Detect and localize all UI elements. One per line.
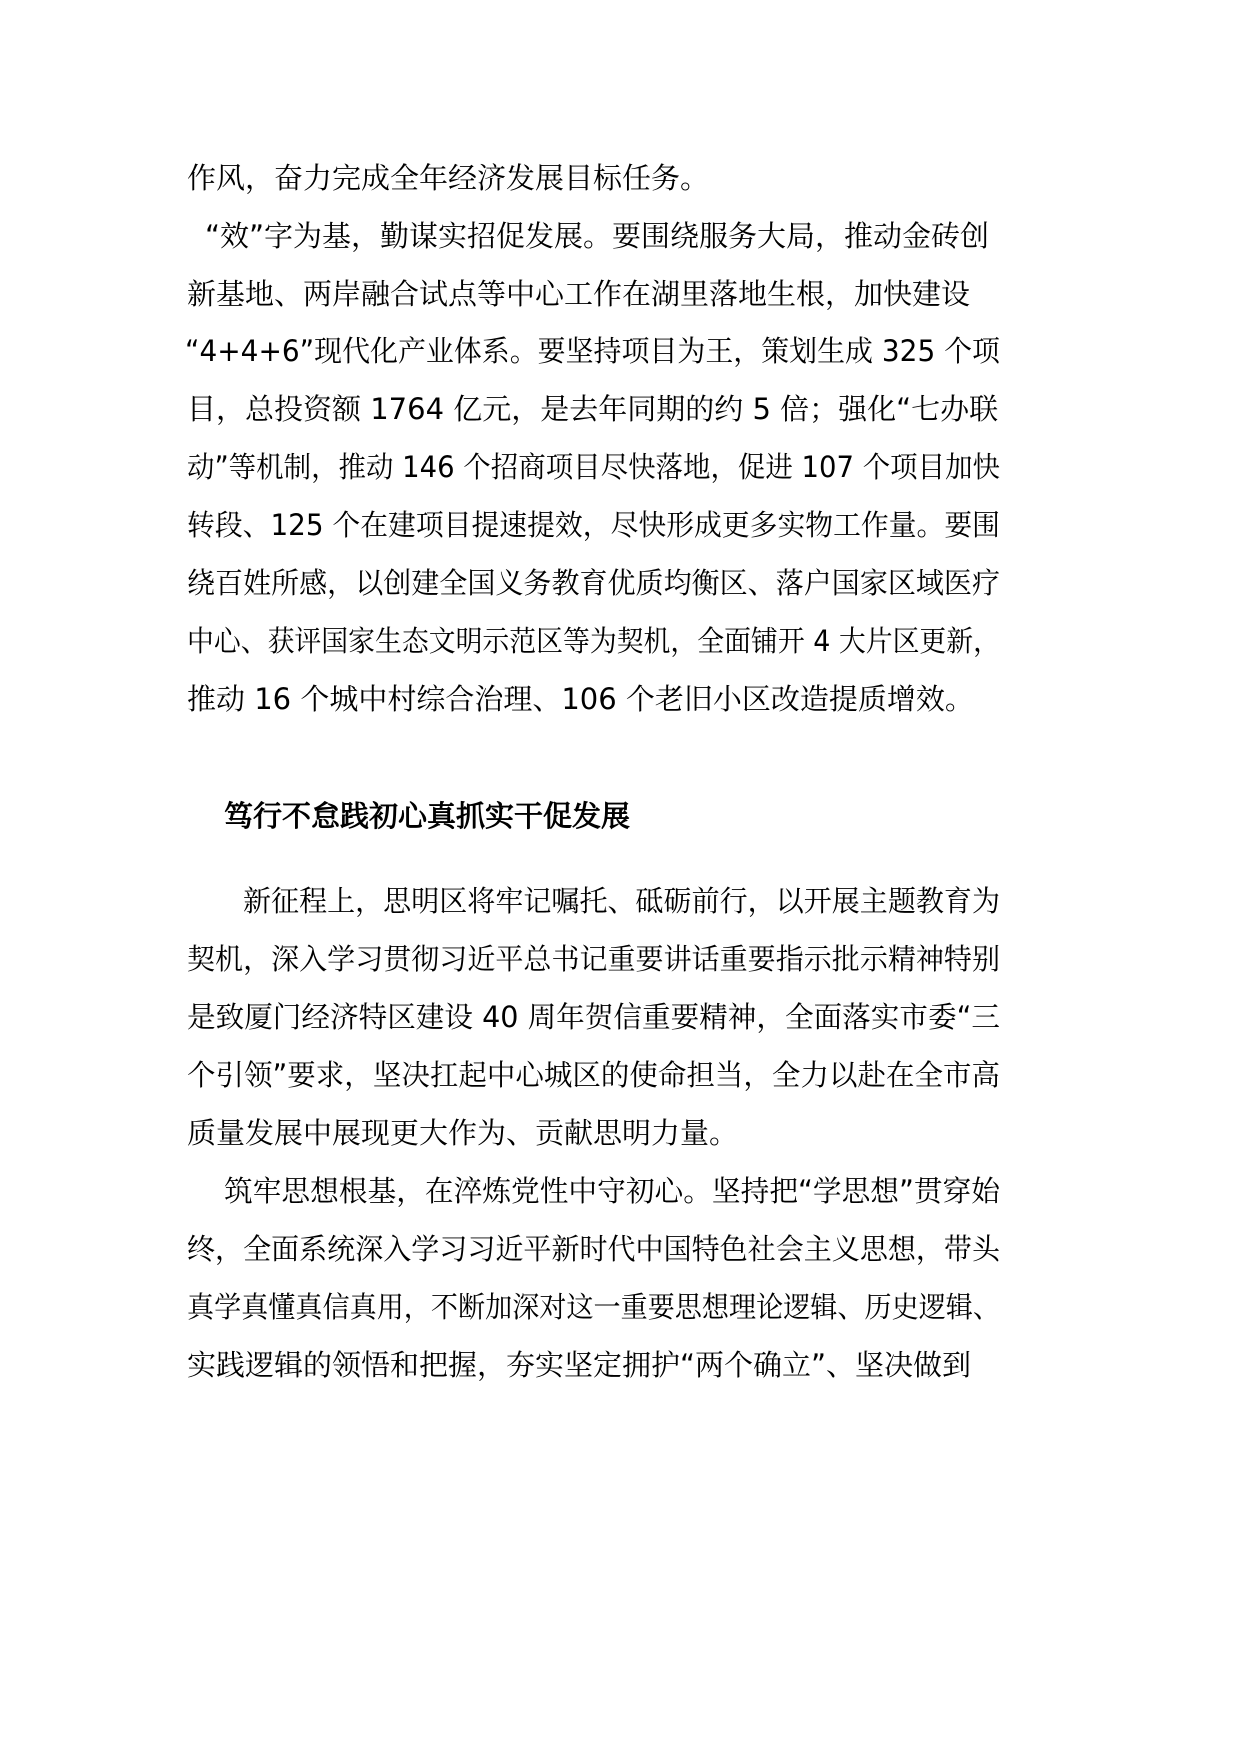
paragraph-2-line-2: 新基地、两岸融合试点等中心工作在湖里落地生根，加快建设 [187,277,971,311]
paragraph-2-line-8: 中心、获评国家生态文明示范区等为契机，全面铺开 4 大片区更新， [187,624,1000,658]
paragraph-2-line-1: “效”字为基，勤谋实招促发展。要围绕服务大局，推动金砖创 [205,219,990,253]
paragraph-4-line-2: 终，全面系统深入学习习近平新时代中国特色社会主义思想，带头 [187,1232,1000,1266]
paragraph-3-line-3: 是致厦门经济特区建设 40 周年贺信重要精神，全面落实市委“三 [187,1000,1000,1034]
paragraph-2-line-5: 动”等机制，推动 146 个招商项目尽快落地，促进 107 个项目加快 [187,450,1000,484]
section-heading: 笃行不怠践初心真抓实干促发展 [224,799,631,833]
paragraph-2-line-7: 绕百姓所感，以创建全国义务教育优质均衡区、落户国家区域医疗 [187,566,1000,600]
paragraph-4-line-4: 实践逻辑的领悟和把握，夯实坚定拥护“两个确立”、坚决做到 [187,1348,972,1382]
paragraph-3-line-1: 新征程上，思明区将牢记嘱托、砥砺前行，以开展主题教育为 [243,884,1000,918]
paragraph-4-line-1: 筑牢思想根基，在淬炼党性中守初心。坚持把“学思想”贯穿始 [224,1174,1000,1208]
paragraph-1-line-1: 作风，奋力完成全年经济发展目标任务。 [187,161,710,195]
paragraph-2-line-6: 转段、125 个在建项目提速提效，尽快形成更多实物工作量。要围 [187,508,1000,542]
paragraph-3-line-4: 个引领”要求，坚决扛起中心城区的使命担当，全力以赴在全市高 [187,1058,1000,1092]
paragraph-2-line-4: 目，总投资额 1764 亿元，是去年同期的约 5 倍；强化“七办联 [187,392,999,426]
paragraph-3-line-5: 质量发展中展现更大作为、贡献思明力量。 [187,1116,739,1150]
paragraph-2-line-9: 推动 16 个城中村综合治理、106 个老旧小区改造提质增效。 [187,682,974,716]
paragraph-3-line-2: 契机，深入学习贯彻习近平总书记重要讲话重要指示批示精神特别 [187,942,1000,976]
paragraph-4-line-3: 真学真懂真信真用，不断加深对这一重要思想理论逻辑、历史逻辑、 [187,1290,1000,1324]
paragraph-2-line-3: “4+4+6”现代化产业体系。要坚持项目为王，策划生成 325 个项 [185,334,1000,368]
